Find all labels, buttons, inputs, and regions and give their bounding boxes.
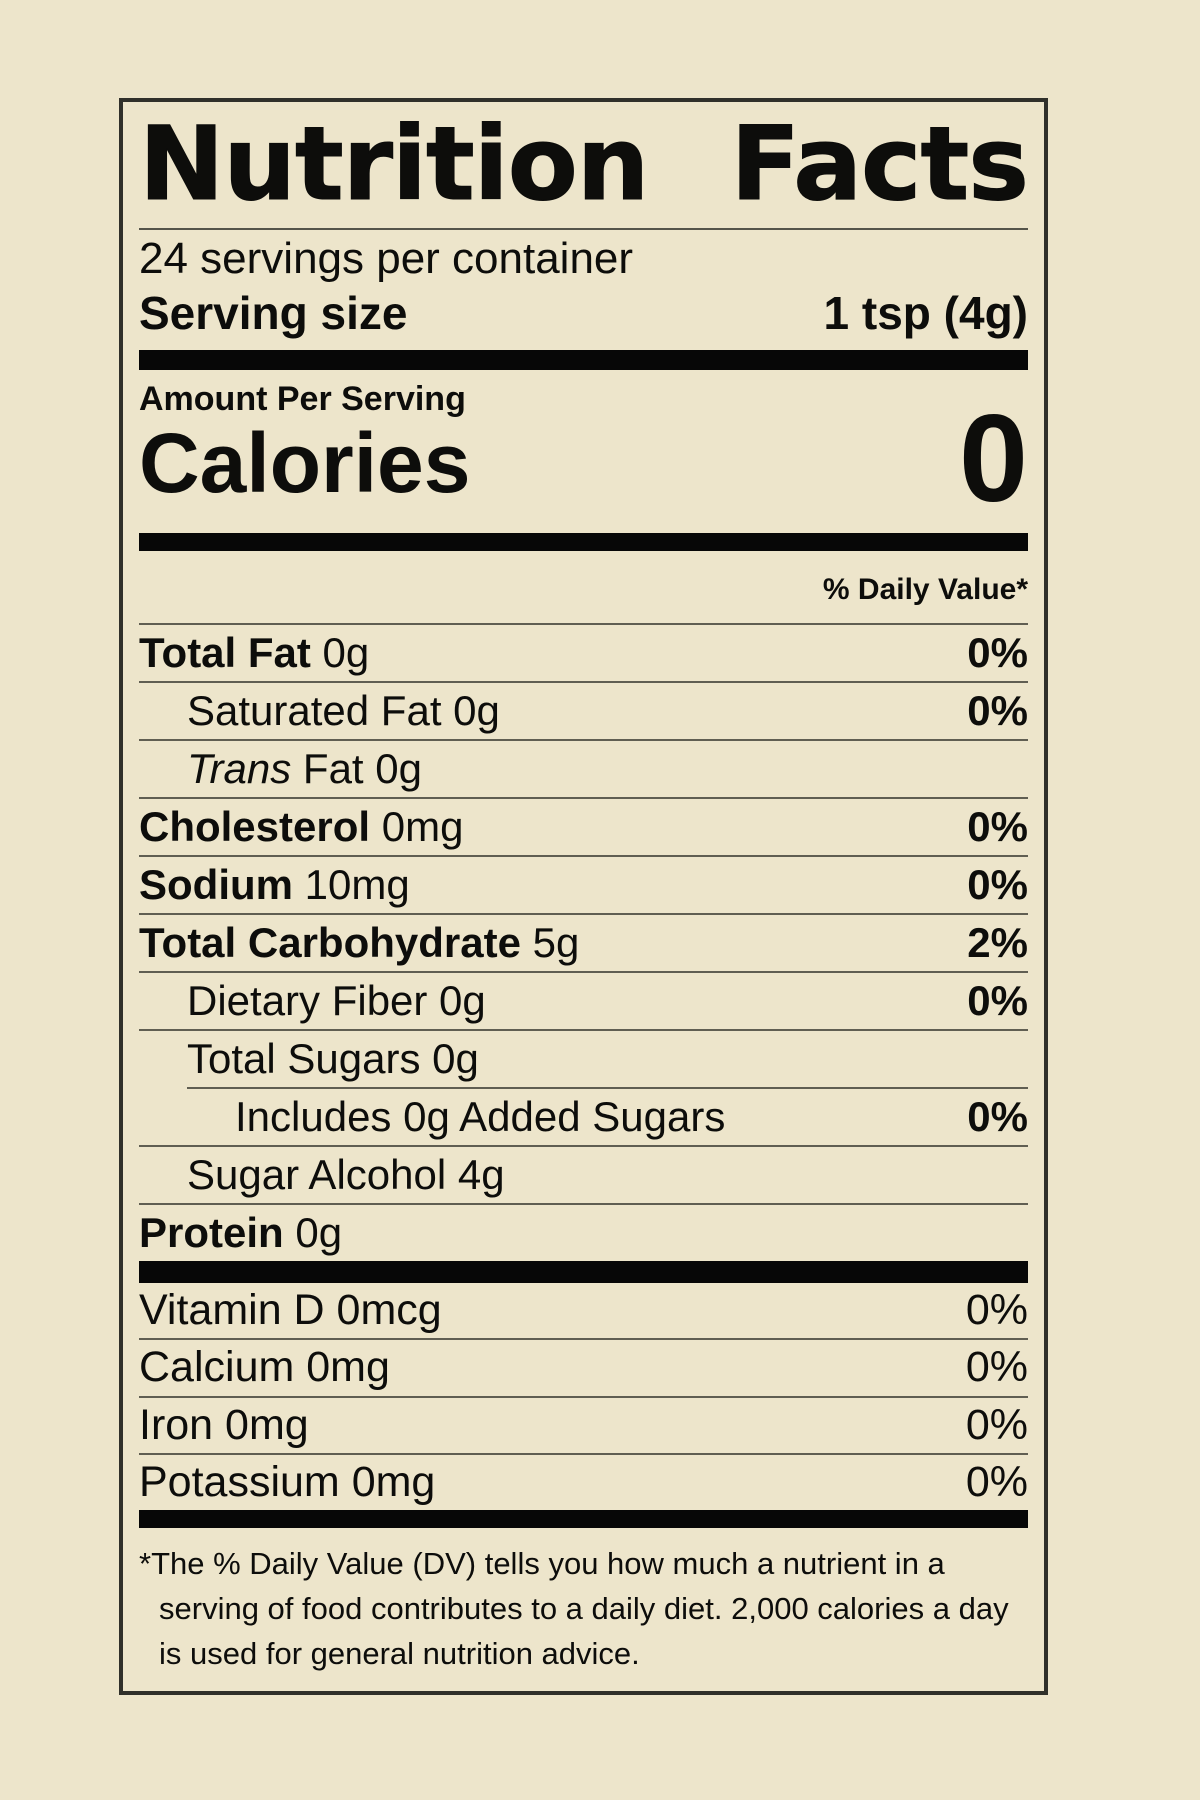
nutrient-rows [139,623,1028,1261]
nutrition-facts-label [119,98,1048,1695]
nutrient-dv: 0% [967,1093,1028,1140]
thick-divider [139,533,1028,551]
nutrient-name: Cholesterol 0mg [139,803,464,850]
micronutrient-row-potassium [139,1453,1028,1510]
nutrient-row-saturated-fat [139,681,1028,739]
micronutrient-dv: 0% [965,1400,1028,1449]
serving-size-row [139,285,1028,350]
nutrient-row-cholesterol [139,797,1028,855]
nutrient-row-total-carbohydrate [139,913,1028,971]
thick-divider [139,1261,1028,1283]
serving-size-label: Serving size [139,286,408,339]
micronutrient-name: Vitamin D 0mcg [139,1286,442,1334]
nutrient-row-protein [139,1203,1028,1261]
daily-value-header: % Daily Value* [822,573,1028,606]
micronutrient-name: Calcium 0mg [139,1343,390,1392]
nutrient-name: Total Carbohydrate 5g [139,919,580,966]
nutrient-row-sodium [139,855,1028,913]
micronutrient-dv: 0% [965,1343,1028,1392]
calories-label: Calories [139,415,471,510]
micronutrient-name: Iron 0mg [139,1400,309,1449]
servings-per-container: 24 servings per container [139,234,634,284]
nutrient-dv: 2% [967,919,1028,966]
micronutrient-row-calcium [139,1338,1028,1395]
nutrient-dv: 0% [967,861,1028,908]
nutrient-row-total-fat [139,623,1028,681]
nutrient-name: Sodium 10mg [139,861,410,908]
nutrient-dv: 0% [967,629,1028,676]
footnote: *The % Daily Value (DV) tells you how much a nutrient in a serving of food contributes to a daily diet. 2,000 calories a day is used for general nutrition advice. [139,1546,1009,1672]
nutrient-name: Trans Fat 0g [187,745,422,792]
micronutrient-dv: 0% [965,1457,1028,1506]
nutrient-row-dietary-fiber [139,971,1028,1029]
amount-per-serving-label: Amount Per Serving [139,379,466,418]
nutrient-dv: 0% [967,687,1028,734]
nutrient-dv: 0% [967,977,1028,1024]
micronutrient-dv: 0% [965,1286,1028,1334]
nutrient-row-added-sugars [187,1087,1028,1145]
serving-size-value: 1 tsp (4g) [823,286,1028,339]
nutrient-name: Sugar Alcohol 4g [187,1151,505,1198]
micronutrient-rows [139,1283,1028,1510]
label-title: Nutrition Facts [139,108,1028,230]
nutrient-name: Includes 0g Added Sugars [235,1093,726,1140]
nutrient-name: Total Sugars 0g [187,1035,479,1082]
nutrient-name: Saturated Fat 0g [187,687,500,734]
thick-divider [139,350,1028,370]
micronutrient-row-iron [139,1396,1028,1453]
nutrient-name: Total Fat 0g [139,629,370,676]
nutrient-row-total-sugars [139,1029,1028,1087]
nutrient-dv: 0% [967,803,1028,850]
nutrient-name: Dietary Fiber 0g [187,977,486,1024]
nutrient-row-trans-fat [139,739,1028,797]
nutrient-row-sugar-alcohol [139,1145,1028,1203]
calories-value: 0 [959,390,1028,529]
micronutrient-name: Potassium 0mg [139,1457,436,1506]
nutrient-name: Protein 0g [139,1209,343,1256]
thick-divider [139,1510,1028,1528]
micronutrient-row-vitamin-d [139,1283,1028,1338]
